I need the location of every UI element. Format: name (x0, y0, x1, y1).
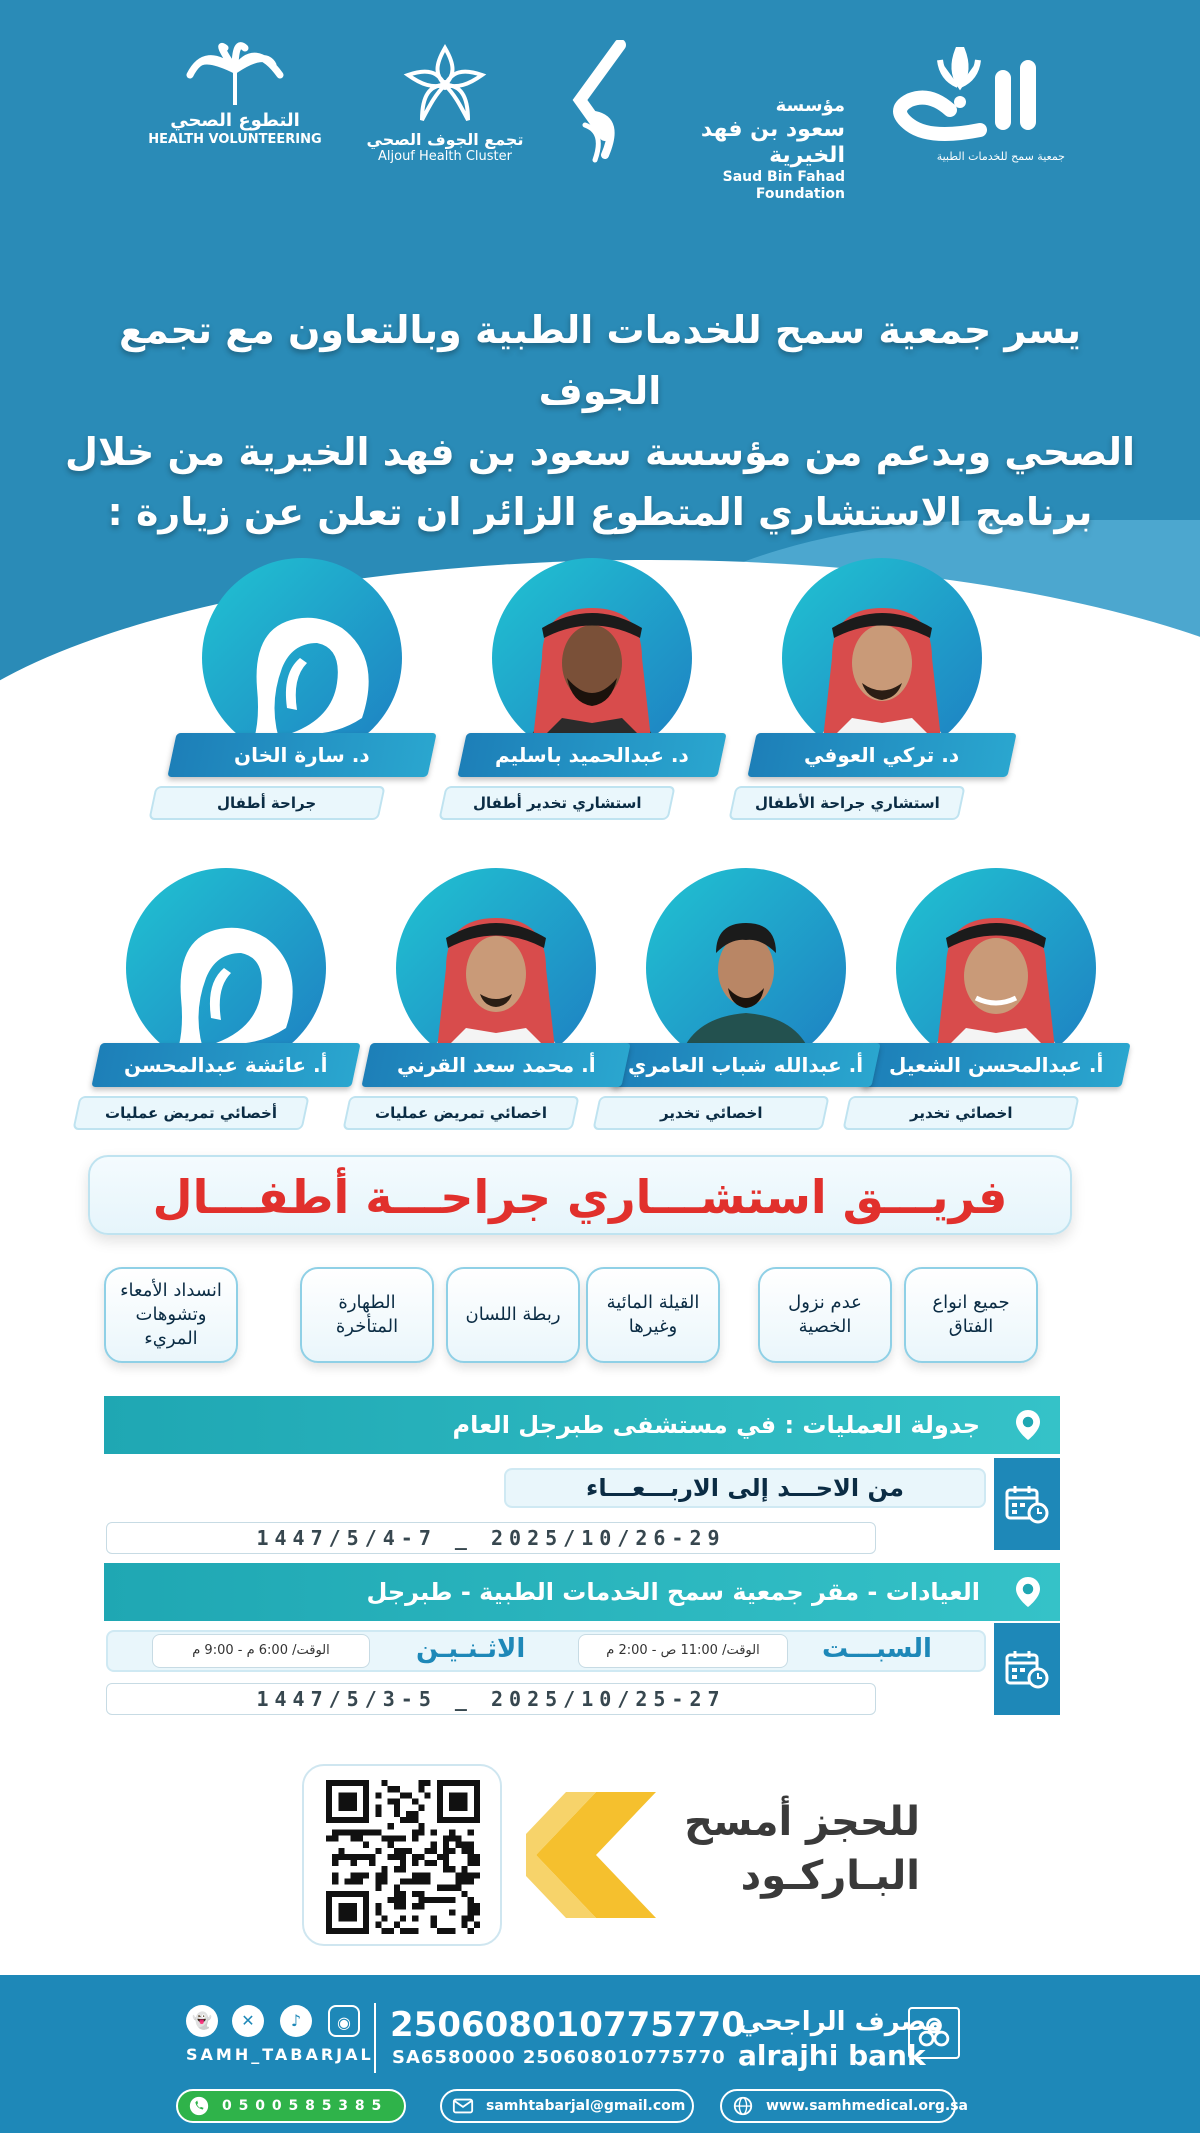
booking-text (680, 1795, 920, 1903)
booking-line-1: للحجز أمسح (684, 1799, 920, 1845)
foundation-logo (645, 95, 845, 203)
footer (0, 1975, 1200, 2133)
doctor-photo (782, 558, 982, 758)
calendar-clock-icon (1005, 1484, 1049, 1524)
phone-number: 0 5 0 0 5 8 5 3 8 5 (222, 2098, 383, 2114)
social-handle: SAMH_TABARJAL (186, 2045, 374, 2064)
clinic-time-1: الوقت/ 11:00 ص - 2:00 م (578, 1634, 788, 1668)
headline-line-3: برنامج الاستشاري المتطوع الزائر ان تعلن عن زيارة : (107, 490, 1093, 535)
bank-account-number: 250608010775770 (390, 2005, 745, 2045)
service-card: انسداد الأمعاء وتشوهات المريء (104, 1267, 238, 1363)
qr-code[interactable] (326, 1780, 480, 1934)
foundation-en: Saud Bin Fahad Foundation (722, 169, 845, 203)
palm-icon (185, 40, 285, 110)
globe-icon (732, 2095, 754, 2117)
service-card: القيلة المائية وغيرها (586, 1267, 720, 1363)
website-pill[interactable] (720, 2089, 968, 2123)
service-card: الطهارة المتأخرة (300, 1267, 434, 1363)
headline-line-2: الصحي وبدعم من مؤسسة سعود بن فهد الخيرية من خلال (65, 429, 1135, 474)
cluster-en: Aljouf Health Cluster (378, 149, 512, 165)
foundation-k-icon (565, 40, 635, 170)
footer-divider (374, 2003, 376, 2073)
snapchat-icon[interactable]: 👻 (186, 2005, 218, 2037)
team-banner (88, 1155, 1072, 1235)
clinic-time-2: الوقت/ 6:00 م - 9:00 م (152, 1634, 370, 1668)
service-card: عدم نزول الخصية (758, 1267, 892, 1363)
doctor-role: استشاري تخدير أطفال (438, 786, 675, 820)
samh-logo (865, 40, 1065, 163)
calendar-box (994, 1623, 1060, 1715)
website-url: www.samhmedical.org.sa (766, 2098, 968, 2114)
arrow-chevron-icon (526, 1792, 666, 1918)
logo-strip (140, 40, 1080, 203)
samh-ar: جمعية سمح للخدمات الطبية (936, 150, 1065, 163)
aljouf-cluster-logo (355, 40, 535, 165)
email-icon (452, 2095, 474, 2117)
qr-frame[interactable] (302, 1764, 502, 1946)
doctor-photo (492, 558, 692, 758)
service-card: جميع انواع الفتاق (904, 1267, 1038, 1363)
headline-line-1: يسر جمعية سمح للخدمات الطبية وبالتعاون مع تجمع الجوف (118, 308, 1082, 413)
doctor-role: جراحة أطفال (148, 786, 385, 820)
email-pill[interactable] (440, 2089, 694, 2123)
email-address: samhtabarjal@gmail.com (486, 2098, 686, 2114)
doctor-name: أ. عائشة عبدالمحسن (91, 1043, 360, 1087)
doctor-name: د. عبدالحميد باسليم (457, 733, 726, 777)
bank-name-ar: مصرف الراجحي (738, 2007, 943, 2037)
operations-title: جدولة العمليات : في مستشفى طبرجل العام (452, 1411, 980, 1439)
doctor-name: أ. عبدالله شباب العامري (611, 1043, 880, 1087)
doctor-photo (396, 868, 596, 1068)
operations-dates: 1447/5/4-7 _ 2025/10/26-29 (106, 1522, 876, 1554)
foundation-mark (560, 40, 640, 170)
bank-iban: SA6580000 250608010775770 (392, 2047, 726, 2068)
bank-name-en: alrajhi bank (738, 2039, 926, 2072)
foundation-ar2: سعود بن فهد الخيرية (700, 116, 845, 168)
doctor-role: استشاري جراحة الأطفال (728, 786, 965, 820)
doctor-role: اخصائي تخدير (592, 1096, 829, 1130)
clinics-title-bar (104, 1563, 1060, 1621)
calendar-box (994, 1458, 1060, 1550)
clinics-title: العيادات - مقر جمعية سمح الخدمات الطبية - طبرجل (366, 1578, 980, 1606)
volunteering-en: HEALTH VOLUNTEERING (148, 131, 322, 147)
service-card: ربطة اللسان (446, 1267, 580, 1363)
cluster-ar: تجمع الجوف الصحي (366, 130, 524, 149)
tiktok-icon[interactable]: ♪ (280, 2005, 312, 2037)
volunteering-ar: التطوع الصحي (170, 110, 300, 131)
foundation-ar1: مؤسسة (775, 95, 845, 116)
doctor-name: د. تركي العوفي (747, 733, 1016, 777)
team-title: فريـــق استشـــاري جراحـــة أطفـــال (152, 1170, 1008, 1224)
clinic-day-1: السبـــت (822, 1634, 932, 1664)
star-flower-icon (400, 40, 490, 130)
doctor-name: د. سارة الخان (167, 733, 436, 777)
doctor-photo (202, 558, 402, 758)
clinic-day-2: الاثـنـيـن (416, 1634, 526, 1664)
doctor-role: اخصائي تخدير (842, 1096, 1079, 1130)
clinic-dates: 1447/5/3-5 _ 2025/10/25-27 (106, 1683, 876, 1715)
x-twitter-icon[interactable]: ✕ (232, 2005, 264, 2037)
whatsapp-icon (188, 2095, 210, 2117)
doctor-photo (896, 868, 1096, 1068)
alrajhi-logo-icon (908, 2007, 960, 2059)
doctor-photo (646, 868, 846, 1068)
announcement-headline (60, 300, 1140, 543)
booking-line-2: البـاركـود (740, 1853, 920, 1899)
samh-mark-icon (870, 40, 1060, 150)
doctor-role: أخصائي تمريض عمليات (72, 1096, 309, 1130)
doctor-photo (126, 868, 326, 1068)
location-pin-icon (1010, 1407, 1046, 1443)
operations-days: من الاحـــد إلى الاربـــعـــاء (504, 1468, 986, 1508)
instagram-icon[interactable]: ◉ (328, 2005, 360, 2037)
doctor-name: أ. محمد سعد القرني (361, 1043, 630, 1087)
operations-title-bar (104, 1396, 1060, 1454)
calendar-clock-icon (1005, 1649, 1049, 1689)
location-pin-icon (1010, 1574, 1046, 1610)
whatsapp-phone-pill[interactable] (176, 2089, 406, 2123)
doctor-name: أ. عبدالمحسن الشعيل (861, 1043, 1130, 1087)
doctor-role: اخصائي تمريض عمليات (342, 1096, 579, 1130)
health-volunteering-logo (140, 40, 330, 147)
